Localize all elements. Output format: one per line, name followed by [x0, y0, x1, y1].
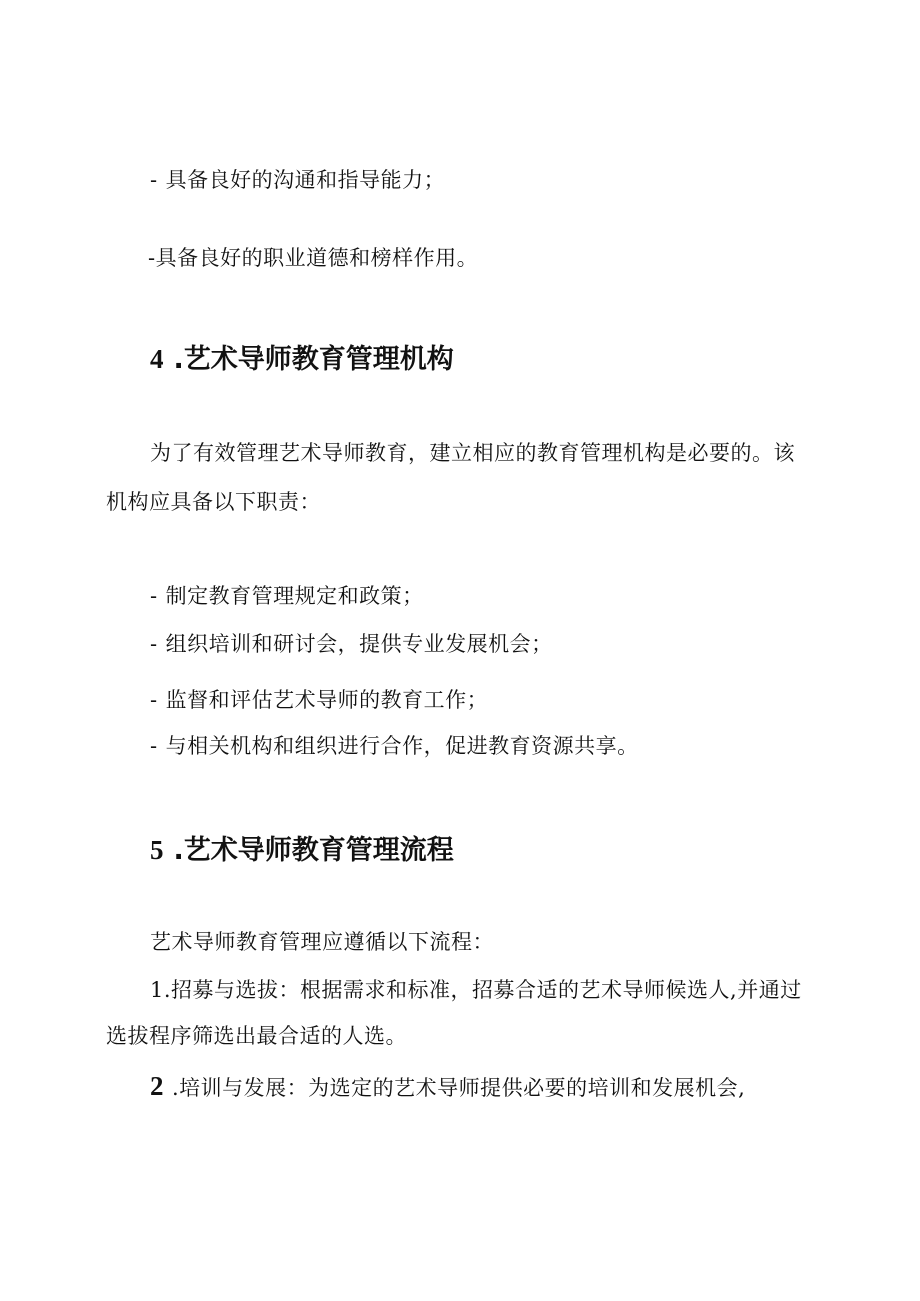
list-item	[150, 581, 424, 611]
list-item	[150, 731, 639, 761]
section-heading	[150, 341, 454, 378]
list-item	[150, 685, 488, 715]
list-item	[150, 165, 445, 195]
list-dash: -	[150, 584, 158, 608]
list-item-text: 与相关机构和组织进行合作，促进教育资源共享。	[165, 734, 639, 758]
list-item-text: 监督和评估艺术导师的教育工作；	[165, 688, 489, 712]
list-item	[150, 629, 553, 659]
step-text: .培训与发展：为选定的艺术导师提供必要的培训和发展机会,	[172, 1076, 746, 1100]
step-number: 2	[150, 1071, 164, 1101]
list-dash: -	[150, 632, 158, 656]
paragraph-line: 为了有效管理艺术导师教育，建立相应的教育管理机构是必要的。该	[150, 441, 795, 465]
list-dash: -	[150, 734, 158, 758]
list-item-text: 具备良好的职业道德和榜样作用。	[155, 246, 479, 270]
paragraph-line: 选拔程序筛选出最合适的人选。	[106, 1024, 407, 1048]
list-dash: -	[150, 168, 158, 192]
section-number: 4	[150, 344, 164, 374]
section-number: 5	[150, 835, 164, 865]
section-heading	[150, 832, 454, 869]
paragraph-line: 艺术导师教育管理应遵循以下流程：	[150, 930, 494, 954]
section-title: .艺术导师教育管理流程	[173, 835, 454, 866]
list-dash: -	[148, 246, 156, 270]
paragraph-line	[150, 1071, 745, 1103]
list-dash: -	[150, 688, 158, 712]
list-item	[148, 243, 478, 273]
paragraph-line: 1.招募与选拔：根据需求和标准，招募合适的艺术导师候选人,并通过	[150, 978, 802, 1002]
list-item-text: 具备良好的沟通和指导能力；	[165, 168, 446, 192]
list-item-text: 组织培训和研讨会，提供专业发展机会；	[165, 632, 553, 656]
section-title: .艺术导师教育管理机构	[173, 344, 454, 375]
paragraph-line: 机构应具备以下职责：	[106, 490, 321, 514]
list-item-text: 制定教育管理规定和政策；	[165, 584, 424, 608]
